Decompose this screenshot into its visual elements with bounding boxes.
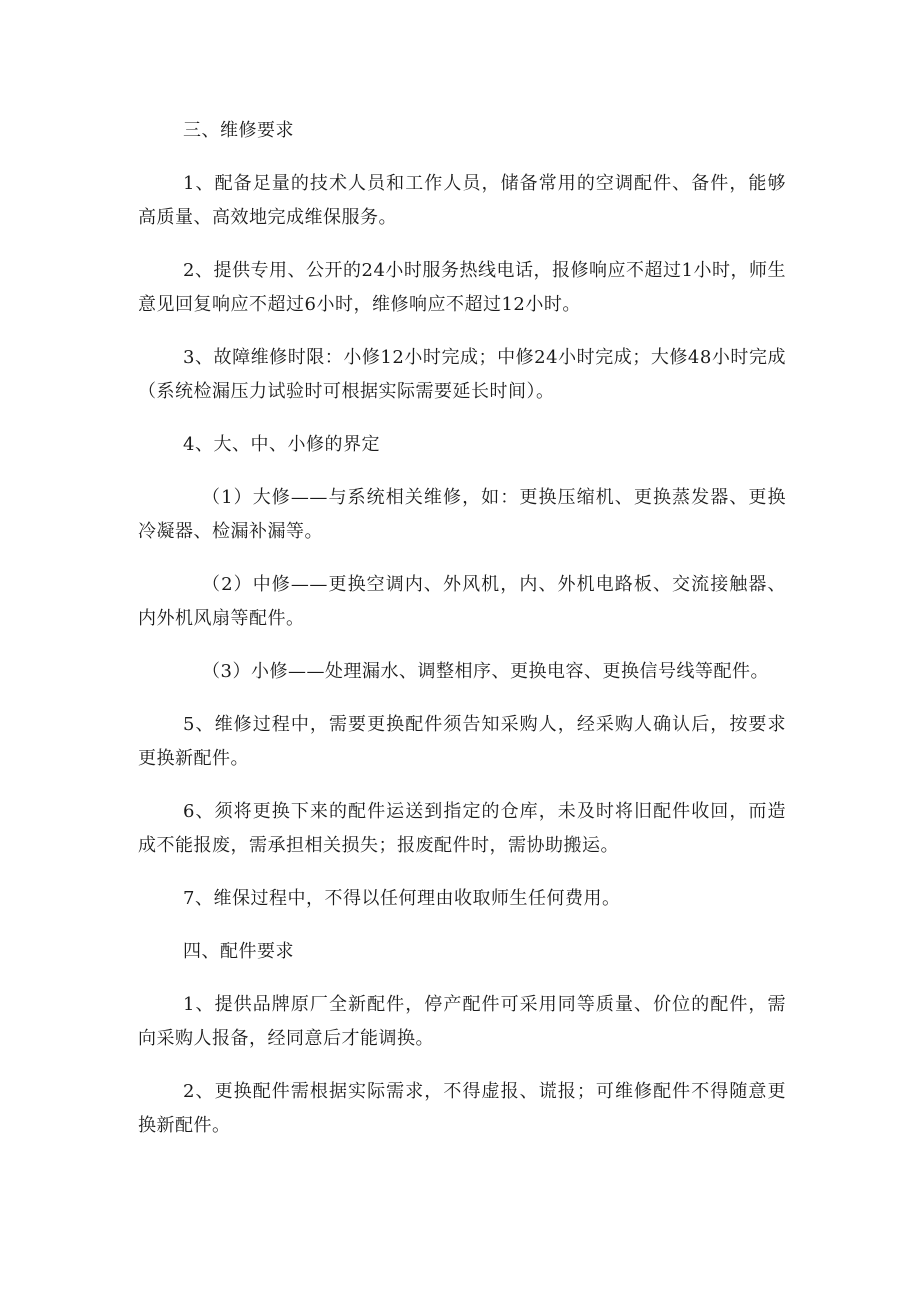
document-page	[138, 114, 786, 1162]
section-heading-parts-requirements: 四、配件要求	[183, 941, 294, 962]
paragraph-item-6: 6、须将更换下来的配件运送到指定的仓库，未及时将旧配件收回，而造成不能报废，需承担相关损失；报废配件时，需协助搬运。	[138, 801, 786, 856]
paragraph-subitem-minor-repair: （3）小修——处理漏水、调整相序、更换电容、更换信号线等配件。	[202, 661, 769, 682]
paragraph-item-1: 1、配备足量的技术人员和工作人员，储备常用的空调配件、备件，能够高质量、高效地完成维保服务。	[138, 173, 786, 228]
section-heading-maintenance-requirements: 三、维修要求	[183, 120, 294, 141]
paragraph-parts-item-2: 2、更换配件需根据实际需求，不得虚报、谎报；可维修配件不得随意更换新配件。	[138, 1081, 786, 1136]
paragraph-item-3: 3、故障维修时限：小修12小时完成；中修24小时完成；大修48小时完成（系统检漏压力试验时可根据实际需要延长时间）。	[138, 347, 786, 402]
paragraph-subitem-medium-repair: （2）中修——更换空调内、外风机，内、外机电路板、交流接触器、内外机风扇等配件。	[138, 574, 786, 629]
paragraph-item-2: 2、提供专用、公开的24小时服务热线电话，报修响应不超过1小时，师生意见回复响应不超过6小时，维修响应不超过12小时。	[138, 260, 786, 315]
paragraph-item-7: 7、维保过程中，不得以任何理由收取师生任何费用。	[183, 888, 621, 909]
paragraph-item-5: 5、维修过程中，需要更换配件须告知采购人，经采购人确认后，按要求更换新配件。	[138, 714, 786, 769]
paragraph-subitem-major-repair: （1）大修——与系统相关维修，如：更换压缩机、更换蒸发器、更换冷凝器、检漏补漏等。	[138, 487, 786, 542]
paragraph-parts-item-1: 1、提供品牌原厂全新配件，停产配件可采用同等质量、价位的配件，需向采购人报备，经同意后才能调换。	[138, 994, 786, 1049]
paragraph-item-4: 4、大、中、小修的界定	[183, 434, 380, 455]
